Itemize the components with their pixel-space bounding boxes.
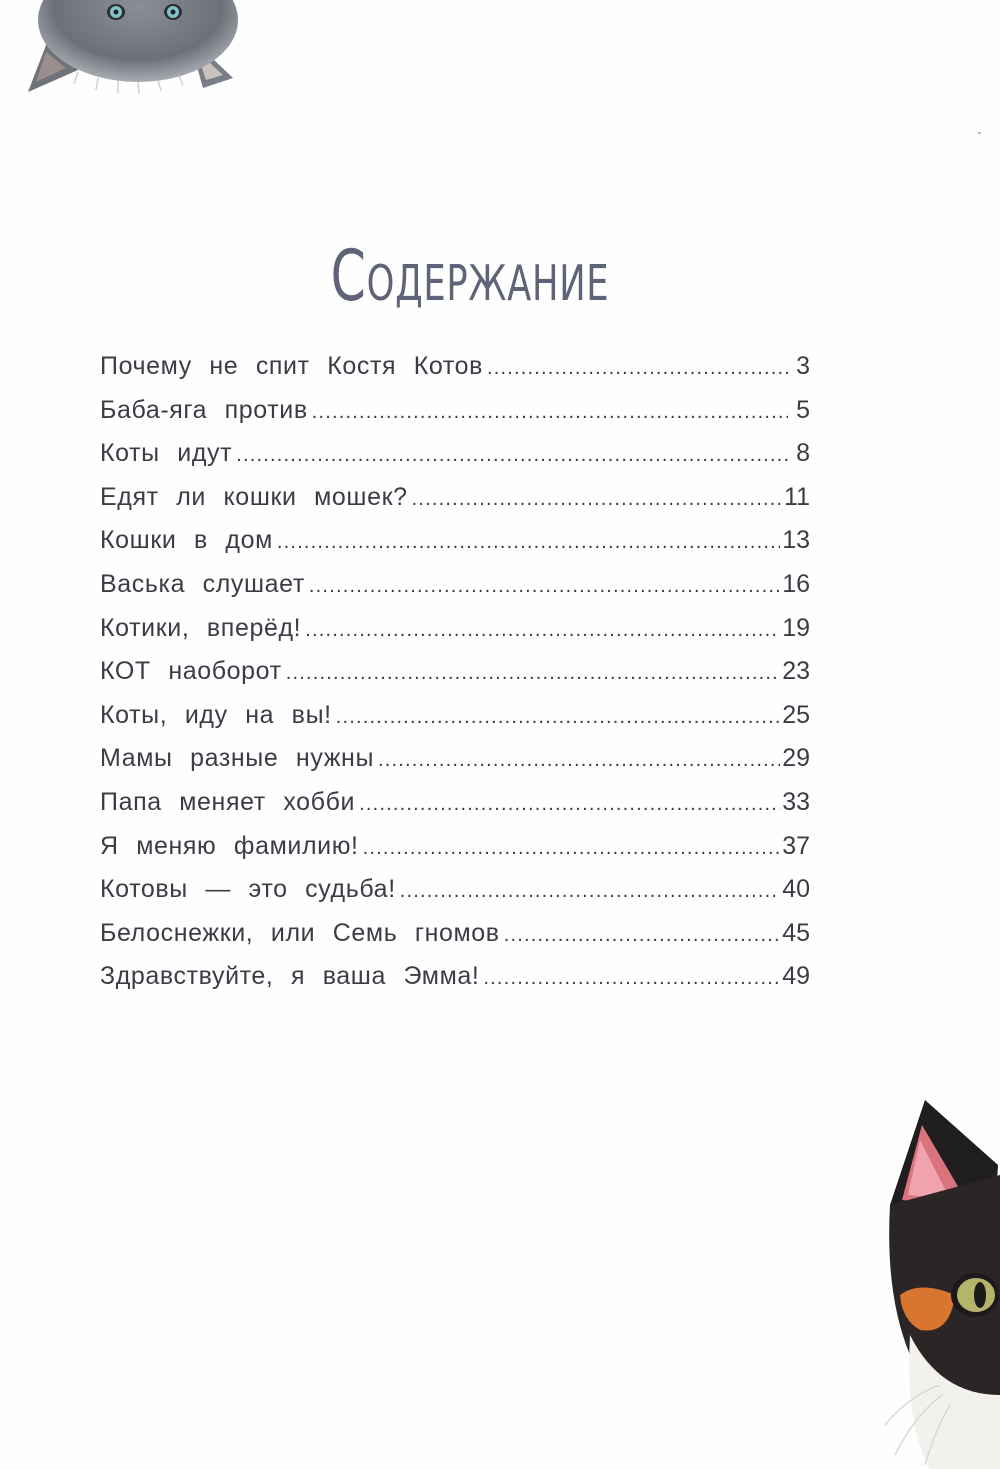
- toc-entry[interactable]: [100, 962, 810, 1006]
- gray-cat-illustration: [18, 0, 248, 100]
- toc-entry-title: Мамы разные нужны: [100, 744, 375, 773]
- toc-dot-leader: [277, 531, 780, 554]
- toc-entry-title: Кошки в дом: [100, 526, 273, 555]
- toc-entry-page: 19: [782, 613, 810, 642]
- toc-entry-title: Баба-яга против: [100, 395, 308, 424]
- toc-entry[interactable]: [100, 352, 810, 396]
- toc-entry[interactable]: [100, 744, 810, 788]
- toc-entry[interactable]: [100, 614, 810, 658]
- toc-entry[interactable]: [100, 832, 810, 876]
- toc-entry-page: 3: [796, 352, 810, 380]
- toc-entry-page: 8: [796, 439, 810, 468]
- toc-entry-title: КОТ наоборот: [100, 657, 282, 686]
- toc-dot-leader: [487, 357, 788, 380]
- toc-dot-leader: [336, 706, 781, 729]
- toc-entry[interactable]: [100, 526, 810, 570]
- toc-entry-page: 23: [782, 657, 810, 686]
- toc-entry-title: Коты, иду на вы!: [100, 700, 332, 729]
- toc-dot-leader: [483, 967, 780, 990]
- toc-dot-leader: [378, 749, 780, 772]
- toc-entry-page: 11: [784, 482, 810, 511]
- toc-dot-leader: [359, 793, 780, 816]
- toc-entry-title: Васька слушает: [100, 569, 305, 598]
- toc-entry-title: Здравствуйте, я ваша Эмма!: [100, 962, 480, 991]
- toc-entry-page: 5: [796, 395, 810, 424]
- toc-dot-leader: [309, 575, 780, 598]
- toc-dot-leader: [305, 619, 780, 642]
- toc-entry[interactable]: [100, 875, 810, 919]
- toc-entry[interactable]: [100, 657, 810, 701]
- toc-dot-leader: [400, 880, 780, 903]
- toc-dot-leader: [312, 401, 788, 424]
- toc-entry-title: Котовы — это судьба!: [100, 875, 396, 904]
- toc-entry-page: 13: [782, 526, 810, 555]
- toc-dot-leader: [412, 488, 782, 511]
- toc-entry[interactable]: [100, 483, 810, 527]
- toc-entry-title: Коты идут: [100, 439, 233, 468]
- toc-entry-page: 16: [782, 569, 810, 598]
- toc-entry[interactable]: [100, 570, 810, 614]
- toc-entry[interactable]: [100, 919, 810, 963]
- toc-entry-title: Я меняю фамилию!: [100, 831, 359, 860]
- toc-entry[interactable]: [100, 396, 810, 440]
- toc-entry[interactable]: [100, 701, 810, 745]
- toc-entry-page: 29: [782, 744, 810, 773]
- toc-entry[interactable]: [100, 439, 810, 483]
- toc-entry-page: 40: [782, 875, 810, 904]
- toc-entry-page: 37: [782, 831, 810, 860]
- toc-entry-page: 25: [782, 700, 810, 729]
- toc-entry[interactable]: [100, 788, 810, 832]
- toc-entry-page: 33: [782, 787, 810, 816]
- toc-dot-leader: [236, 444, 788, 467]
- page-title: Содержание: [330, 234, 610, 317]
- scan-mark: [978, 132, 981, 134]
- toc-entry-title: Почему не спит Костя Котов: [100, 352, 483, 380]
- toc-dot-leader: [286, 662, 780, 685]
- toc-dot-leader: [504, 924, 781, 947]
- toc-entry-page: 49: [782, 962, 810, 991]
- toc-entry-page: 45: [782, 918, 810, 947]
- toc-dot-leader: [363, 837, 781, 860]
- toc-entry-title: Котики, вперёд!: [100, 613, 302, 642]
- calico-cat-illustration: [880, 1095, 1000, 1469]
- toc-entry-title: Белоснежки, или Семь гномов: [100, 918, 500, 947]
- toc-entry-title: Папа меняет хобби: [100, 787, 356, 816]
- toc-entry-title: Едят ли кошки мошек?: [100, 482, 408, 511]
- table-of-contents: [100, 352, 810, 1006]
